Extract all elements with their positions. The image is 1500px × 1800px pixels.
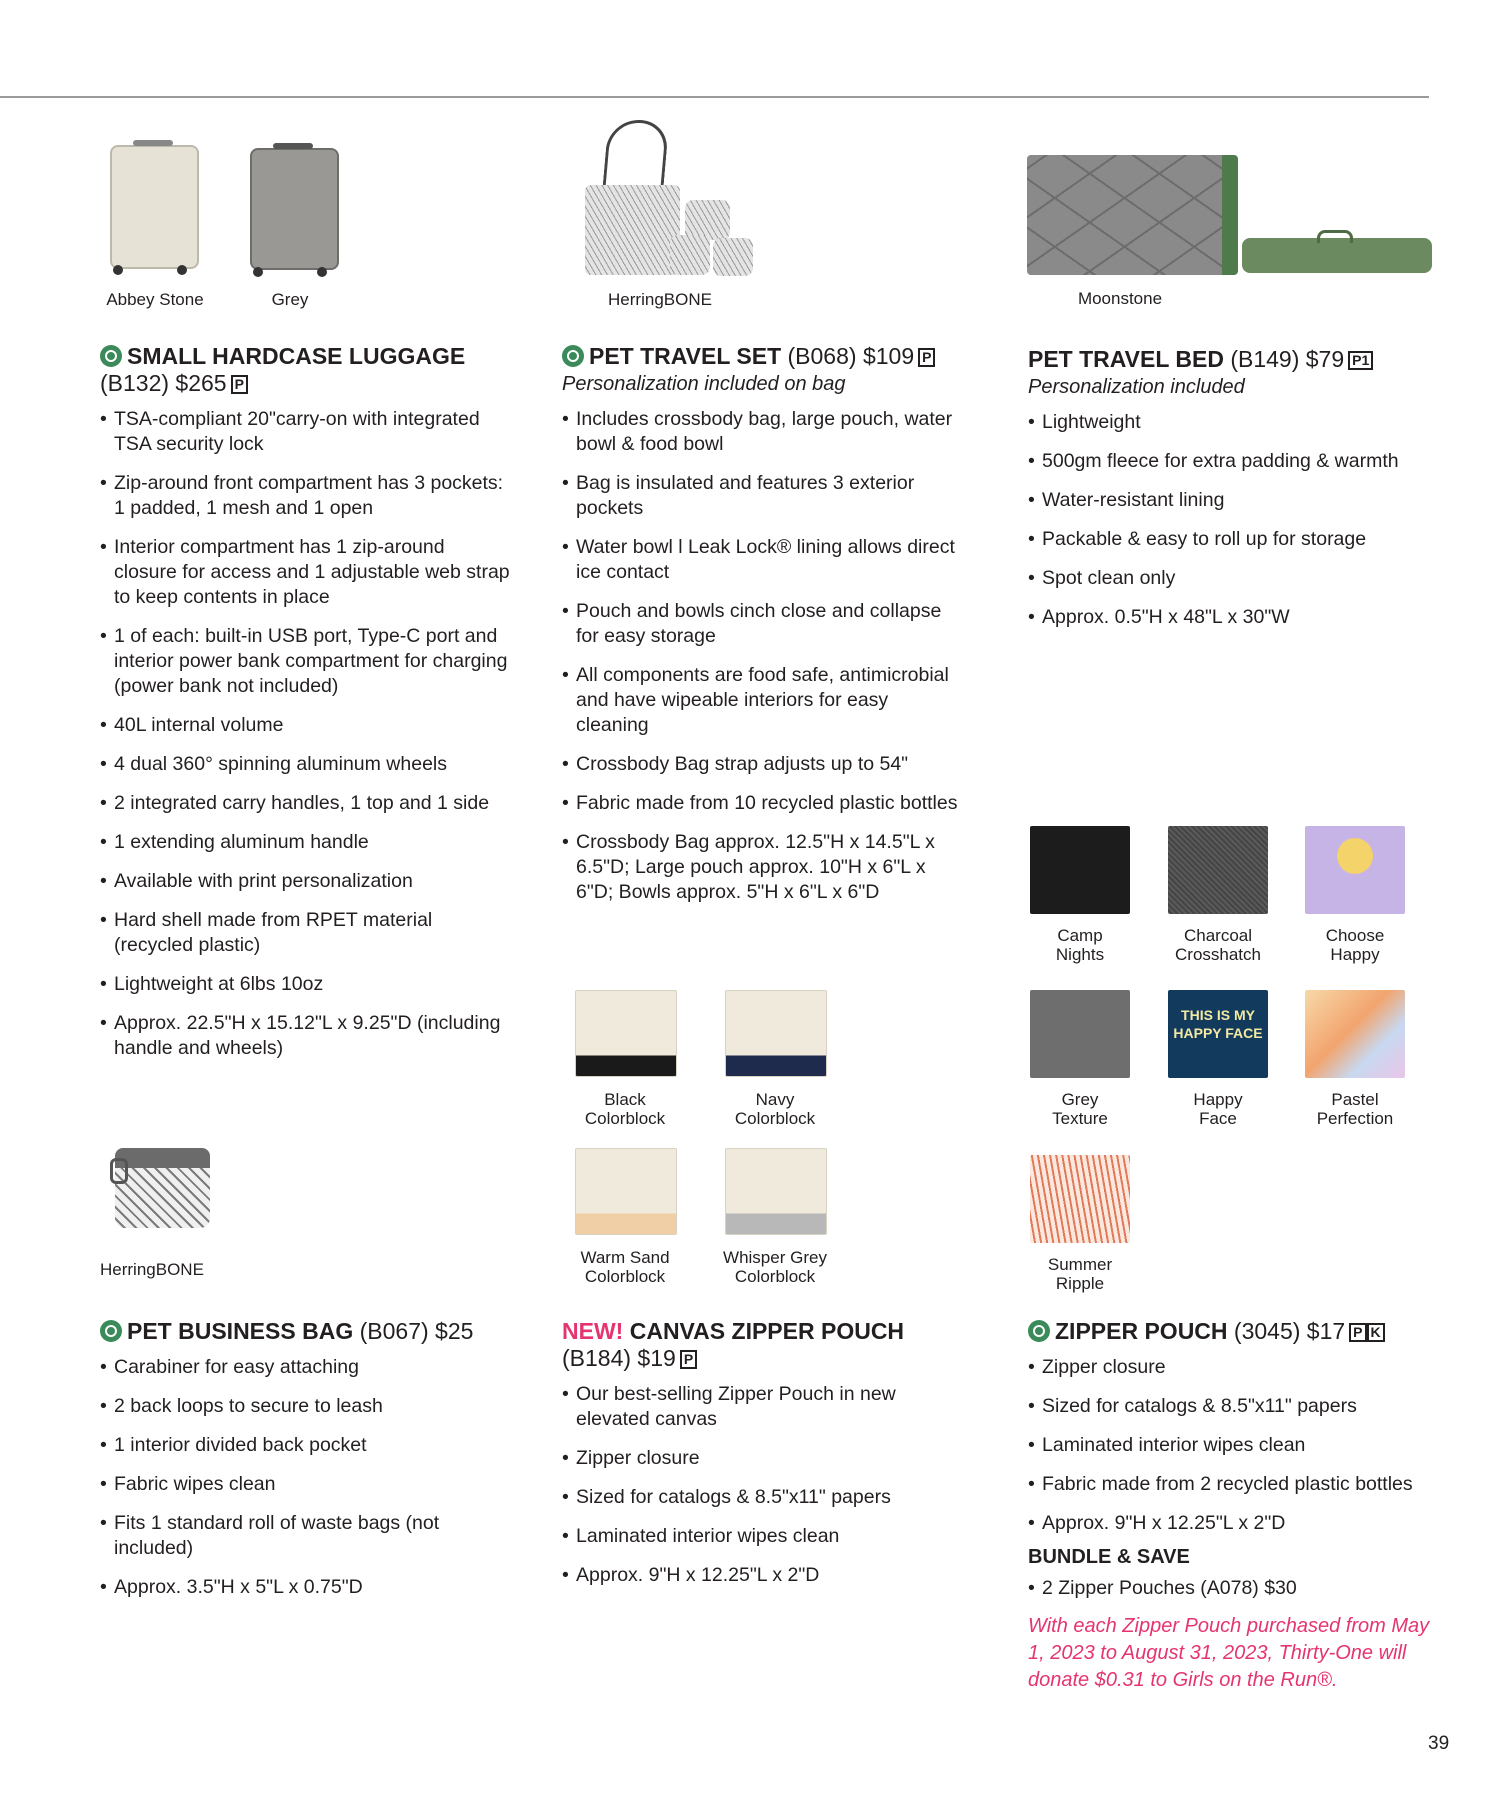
travel-bed-section	[1028, 346, 1448, 644]
list-item: • 40L internal volume	[100, 713, 510, 738]
zipper-pouch-swatch-image	[1030, 990, 1130, 1078]
canvas-pouch-swatch-caption: Whisper Grey Colorblock	[723, 1248, 827, 1286]
zipper-pouch-title: ZIPPER POUCH (3045) $17 P K	[1028, 1318, 1453, 1345]
zipper-pouch-swatch-caption: Happy Face	[1193, 1090, 1243, 1128]
luggage-feature-list	[100, 407, 510, 1061]
caption-abbey-stone: Abbey Stone	[106, 290, 204, 309]
list-item: • Carabiner for easy attaching	[100, 1355, 510, 1380]
recycle-icon	[1028, 1320, 1050, 1342]
zipper-pouch-swatch-image	[1030, 826, 1130, 914]
zipper-pouch-swatch-image	[1305, 826, 1405, 914]
canvas-pouch-swatch-image	[725, 990, 827, 1077]
caption-herringbone-business: HerringBONE	[100, 1260, 204, 1279]
list-item: • Approx. 9"H x 12.25"L x 2"D	[1028, 1511, 1453, 1536]
business-bag-code-price: (B067) $25	[359, 1318, 474, 1344]
zipper-pouch-swatch-caption: Grey Texture	[1052, 1090, 1108, 1128]
list-item: • Pouch and bowls cinch close and collapse for easy storage	[562, 599, 962, 649]
list-item: • Zip-around front compartment has 3 pockets: 1 padded, 1 mesh and 1 open	[100, 471, 510, 521]
canvas-pouch-swatch-image	[725, 1148, 827, 1235]
recycle-icon	[562, 345, 584, 367]
travel-bed-code-price: (B149) $79	[1230, 346, 1345, 372]
caption-grey: Grey	[271, 290, 309, 309]
bundle-list	[1028, 1576, 1453, 1601]
list-item: • Laminated interior wipes clean	[1028, 1433, 1453, 1458]
list-item: • Fits 1 standard roll of waste bags (not included)	[100, 1511, 510, 1561]
zipper-pouch-swatch-image	[1168, 990, 1268, 1078]
list-item: • Sized for catalogs & 8.5"x11" papers	[562, 1485, 962, 1510]
list-item: • Lightweight	[1028, 410, 1448, 435]
list-item: • 1 interior divided back pocket	[100, 1433, 510, 1458]
list-item: • Bag is insulated and features 3 exterior pockets	[562, 471, 962, 521]
list-item: • Crossbody Bag approx. 12.5"H x 14.5"L x 6.5"D; Large pouch approx. 10"H x 6"L x 6"D; Bowls approx. 5"H x 6"L x 6"D	[562, 830, 962, 905]
list-item: • 1 of each: built-in USB port, Type-C port and interior power bank compartment for charging (power bank not included)	[100, 624, 510, 699]
smiley-icon	[1337, 838, 1373, 874]
recycle-icon	[100, 1320, 122, 1342]
zipper-pouch-code-price: (3045) $17	[1233, 1318, 1346, 1344]
business-bag-feature-list	[100, 1355, 510, 1600]
pet-business-bag-image	[110, 1138, 215, 1233]
donation-note: With each Zipper Pouch purchased from May 1, 2023 to August 31, 2023, Thirty-One will donate $0.31 to Girls on the Run®.	[1028, 1615, 1430, 1691]
list-item: • 1 extending aluminum handle	[100, 830, 510, 855]
canvas-pouch-swatch-caption: Navy Colorblock	[734, 1090, 816, 1128]
travel-set-subtitle: Personalization included on bag	[562, 373, 846, 395]
zipper-pouch-section	[1028, 1318, 1453, 1694]
zipper-pouch-swatch-caption: Charcoal Crosshatch	[1175, 926, 1261, 964]
list-item: • Includes crossbody bag, large pouch, water bowl & food bowl	[562, 407, 962, 457]
caption-herringbone-set: HerringBONE	[608, 290, 712, 309]
list-item: • Fabric made from 2 recycled plastic bottles	[1028, 1472, 1453, 1497]
list-item: • Crossbody Bag strap adjusts up to 54"	[562, 752, 962, 777]
list-item: • 2 integrated carry handles, 1 top and 1 side	[100, 791, 510, 816]
list-item: • Laminated interior wipes clean	[562, 1524, 962, 1549]
list-item: • Interior compartment has 1 zip-around closure for access and 1 adjustable web strap to keep contents in place	[100, 535, 510, 610]
list-item: • Spot clean only	[1028, 566, 1448, 591]
canvas-pouch-code-price: (B184) $19	[562, 1345, 676, 1371]
personalization-badge: P1	[1348, 351, 1373, 370]
list-item: • Zipper closure	[562, 1446, 962, 1471]
list-item: • 2 back loops to secure to leash	[100, 1394, 510, 1419]
list-item: • Hard shell made from RPET material (recycled plastic)	[100, 908, 510, 958]
zipper-pouch-swatch-caption: Summer Ripple	[1047, 1255, 1113, 1293]
canvas-pouch-feature-list	[562, 1382, 962, 1588]
list-item: • 500gm fleece for extra padding & warmth	[1028, 449, 1448, 474]
zipper-pouch-swatch-caption: Choose Happy	[1325, 926, 1385, 964]
list-item: • Lightweight at 6lbs 10oz	[100, 972, 510, 997]
travel-set-section	[562, 343, 962, 919]
canvas-pouch-swatch-image	[575, 1148, 677, 1235]
list-item: • Zipper closure	[1028, 1355, 1453, 1380]
bundle-heading: BUNDLE & SAVE	[1028, 1546, 1190, 1568]
luggage-title: SMALL HARDCASE LUGGAGE (B132) $265 P	[100, 343, 466, 396]
list-item: • 2 Zipper Pouches (A078) $30	[1028, 1576, 1453, 1601]
new-label: NEW!	[562, 1318, 624, 1344]
travel-set-code-price: (B068) $109	[787, 343, 915, 369]
list-item: • All components are food safe, antimicrobial and have wipeable interiors for easy cleaning	[562, 663, 962, 738]
canvas-pouch-swatch-image	[575, 990, 677, 1077]
luggage-code-price: (B132) $265	[100, 370, 227, 396]
top-divider	[0, 96, 1429, 98]
caption-moonstone: Moonstone	[1077, 289, 1163, 308]
list-item: • Available with print personalization	[100, 869, 510, 894]
canvas-pouch-swatch-caption: Warm Sand Colorblock	[580, 1248, 670, 1286]
pet-travel-bed-image	[1022, 150, 1432, 280]
travel-bed-subtitle: Personalization included	[1028, 376, 1245, 398]
canvas-pouch-title: NEW! CANVAS ZIPPER POUCH (B184) $19 P	[562, 1318, 905, 1371]
pet-travel-set-image	[585, 120, 755, 280]
list-item: • Water bowl l Leak Lock® lining allows direct ice contact	[562, 535, 962, 585]
list-item: • Water-resistant lining	[1028, 488, 1448, 513]
canvas-pouch-section	[562, 1318, 962, 1602]
list-item: • Sized for catalogs & 8.5"x11" papers	[1028, 1394, 1453, 1419]
list-item: • Approx. 22.5"H x 15.12"L x 9.25"D (including handle and wheels)	[100, 1011, 510, 1061]
zipper-pouch-feature-list	[1028, 1355, 1453, 1536]
travel-set-feature-list	[562, 407, 962, 905]
zipper-pouch-swatch-image	[1030, 1155, 1130, 1243]
travel-set-title: PET TRAVEL SET (B068) $109 P	[562, 343, 962, 370]
list-item: • Fabric made from 10 recycled plastic bottles	[562, 791, 962, 816]
canvas-pouch-swatch-caption: Black Colorblock	[584, 1090, 666, 1128]
personalization-badge: P	[918, 348, 935, 367]
luggage-abbey-stone-image	[105, 140, 200, 275]
list-item: • TSA-compliant 20"carry-on with integrated TSA security lock	[100, 407, 510, 457]
kit-badge: K	[1367, 1323, 1385, 1342]
happy-face-print-text: THIS IS MY HAPPY FACE	[1173, 1007, 1263, 1041]
recycle-icon	[100, 345, 122, 367]
business-bag-title: PET BUSINESS BAG (B067) $25	[100, 1318, 510, 1345]
zipper-pouch-swatch-caption: Pastel Perfection	[1316, 1090, 1394, 1128]
list-item: • Our best-selling Zipper Pouch in new elevated canvas	[562, 1382, 962, 1432]
page-number: 39	[1428, 1733, 1450, 1754]
zipper-pouch-swatch-caption: Camp Nights	[1055, 926, 1105, 964]
personalization-badge: P	[1349, 1323, 1366, 1342]
luggage-grey-image	[245, 143, 340, 278]
travel-bed-feature-list	[1028, 410, 1448, 630]
personalization-badge: P	[680, 1350, 697, 1369]
zipper-pouch-swatch-image	[1305, 990, 1405, 1078]
list-item: • 4 dual 360° spinning aluminum wheels	[100, 752, 510, 777]
personalization-badge: P	[231, 375, 248, 394]
business-bag-section	[100, 1318, 510, 1614]
zipper-pouch-swatch-image	[1168, 826, 1268, 914]
list-item: • Approx. 9"H x 12.25"L x 2"D	[562, 1563, 962, 1588]
travel-bed-title: PET TRAVEL BED (B149) $79 P1	[1028, 346, 1448, 373]
luggage-section	[100, 343, 510, 1075]
list-item: • Approx. 3.5"H x 5"L x 0.75"D	[100, 1575, 510, 1600]
list-item: • Approx. 0.5"H x 48"L x 30"W	[1028, 605, 1448, 630]
list-item: • Fabric wipes clean	[100, 1472, 510, 1497]
list-item: • Packable & easy to roll up for storage	[1028, 527, 1448, 552]
